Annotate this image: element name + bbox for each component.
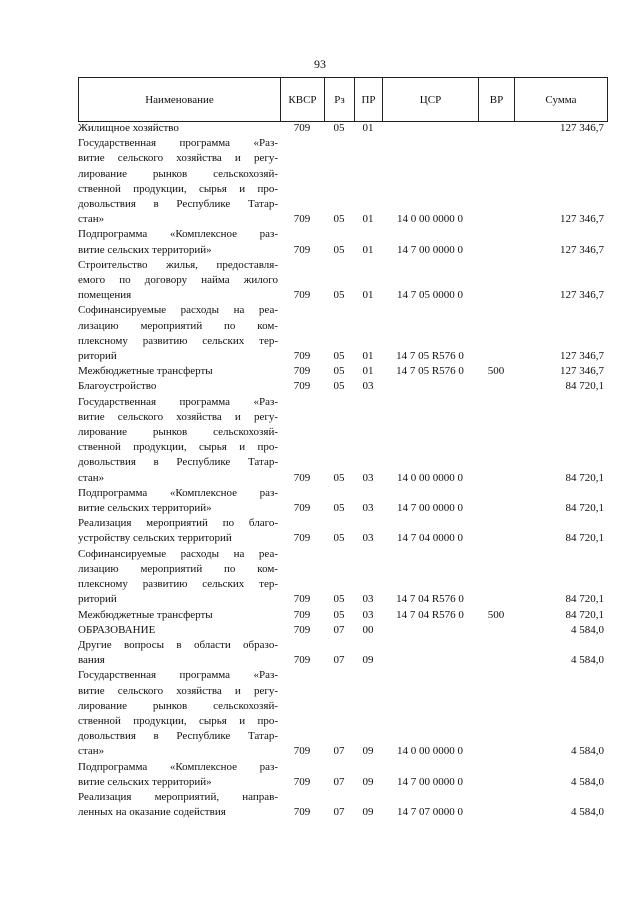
row-pr: 01: [362, 243, 374, 256]
row-pr: 03: [362, 380, 374, 393]
row-kvsr: 709: [293, 775, 311, 788]
row-kvsr: 709: [293, 289, 311, 302]
row-sum: 4 584,0: [571, 745, 604, 758]
row-pr: 01: [362, 213, 374, 226]
row-name-line: риторий: [78, 593, 117, 606]
row-name-line: витие сельских территорий»: [78, 243, 212, 256]
row-kvsr: 709: [293, 380, 311, 393]
row-name: [78, 395, 278, 486]
row-rz: 07: [333, 654, 345, 667]
row-kvsr: 709: [293, 593, 311, 606]
row-name-line: довольствия в Республике Татар-: [78, 456, 278, 469]
row-name: [78, 547, 278, 608]
table-row: [78, 668, 608, 759]
row-name-line: лизацию мероприятий по ком-: [78, 562, 278, 575]
row-rz: 05: [333, 593, 345, 606]
row-sum: 84 720,1: [565, 471, 604, 484]
row-name-line: довольствия в Республике Татар-: [78, 198, 278, 211]
row-name-line: витие сельских территорий»: [78, 502, 212, 515]
header-sum: Сумма: [514, 78, 608, 121]
row-rz: 07: [333, 623, 345, 636]
row-csr: 14 0 00 0000 0: [397, 213, 463, 226]
row-kvsr: 709: [293, 365, 311, 378]
header-pr: ПР: [354, 78, 382, 121]
row-csr: 14 7 00 0000 0: [397, 243, 463, 256]
row-name-line: Подпрограмма «Комплексное раз-: [78, 228, 278, 241]
row-pr: 09: [362, 806, 374, 819]
header-name: Наименование: [78, 78, 280, 121]
row-pr: 09: [362, 775, 374, 788]
row-name-line: ОБРАЗОВАНИЕ: [78, 623, 156, 636]
table-header: [78, 77, 608, 122]
row-name-line: лизацию мероприятий по ком-: [78, 319, 278, 332]
table-row: [78, 364, 608, 379]
row-sum: 84 720,1: [565, 532, 604, 545]
row-name-line: Жилищное хозяйство: [78, 122, 179, 134]
row-name-line: ленных на оказание содействия: [78, 806, 226, 819]
row-name: [78, 258, 278, 304]
row-name-line: Реализация мероприятий по благо-: [78, 517, 278, 530]
row-name: [78, 303, 278, 364]
row-pr: 01: [362, 365, 374, 378]
row-name-line: стан»: [78, 745, 105, 758]
row-sum: 127 346,7: [560, 122, 604, 134]
row-vr: 500: [487, 365, 505, 378]
row-name-line: Софинансируемые расходы на реа-: [78, 547, 278, 560]
table-row: [78, 760, 608, 790]
row-name-line: Реализация мероприятий, направ-: [78, 790, 278, 803]
row-sum: 4 584,0: [571, 775, 604, 788]
row-rz: 05: [333, 213, 345, 226]
row-name: [78, 486, 278, 516]
table-row: [78, 608, 608, 623]
table-row: [78, 486, 608, 516]
row-rz: 05: [333, 243, 345, 256]
row-name: [78, 227, 278, 257]
row-pr: 03: [362, 593, 374, 606]
row-csr: 14 7 04 R576 0: [396, 593, 464, 606]
row-sum: 4 584,0: [571, 806, 604, 819]
row-name-line: Строительство жилья, предоставля-: [78, 258, 278, 271]
row-name-line: лирование рынков сельскохозяй-: [78, 699, 278, 712]
row-name-line: плексному развитию сельских тер-: [78, 578, 278, 591]
row-name: [78, 638, 278, 668]
row-pr: 03: [362, 502, 374, 515]
row-kvsr: 709: [293, 471, 311, 484]
row-rz: 05: [333, 608, 345, 621]
row-name-line: риторий: [78, 350, 117, 363]
row-sum: 127 346,7: [560, 213, 604, 226]
row-name: [78, 760, 278, 790]
row-kvsr: 709: [293, 122, 311, 134]
row-kvsr: 709: [293, 623, 311, 636]
row-name-line: ственной продукции, сырья и про-: [78, 441, 278, 454]
table-row: [78, 258, 608, 304]
row-sum: 127 346,7: [560, 350, 604, 363]
row-name-line: Государственная программа «Раз-: [78, 137, 278, 150]
table-row: [78, 395, 608, 486]
row-pr: 03: [362, 532, 374, 545]
row-name-line: довольствия в Республике Татар-: [78, 730, 278, 743]
row-rz: 05: [333, 122, 345, 134]
row-csr: 14 7 05 R576 0: [396, 365, 464, 378]
row-sum: 127 346,7: [560, 365, 604, 378]
row-name-line: Софинансируемые расходы на реа-: [78, 304, 278, 317]
row-name-line: Подпрограмма «Комплексное раз-: [78, 486, 278, 499]
row-name-line: Межбюджетные трансферты: [78, 365, 213, 378]
row-csr: 14 7 04 0000 0: [397, 532, 463, 545]
table-row: [78, 547, 608, 608]
row-kvsr: 709: [293, 213, 311, 226]
row-name-line: Благоустройство: [78, 380, 157, 393]
row-name-line: ственной продукции, сырья и про-: [78, 182, 278, 195]
row-pr: 09: [362, 745, 374, 758]
row-sum: 127 346,7: [560, 243, 604, 256]
row-rz: 07: [333, 775, 345, 788]
row-kvsr: 709: [293, 608, 311, 621]
row-name: [78, 608, 278, 623]
row-kvsr: 709: [293, 502, 311, 515]
row-csr: 14 7 00 0000 0: [397, 775, 463, 788]
row-kvsr: 709: [293, 350, 311, 363]
row-pr: 03: [362, 471, 374, 484]
row-name-line: витие сельского хозяйства и регу-: [78, 152, 278, 165]
header-vr: ВР: [478, 78, 514, 121]
row-name: [78, 790, 278, 820]
row-sum: 84 720,1: [565, 608, 604, 621]
row-pr: 09: [362, 654, 374, 667]
row-sum: 4 584,0: [571, 623, 604, 636]
row-name-line: емого по договору найма жилого: [78, 274, 278, 287]
row-sum: 84 720,1: [565, 502, 604, 515]
row-name-line: витие сельского хозяйства и регу-: [78, 684, 278, 697]
row-rz: 07: [333, 806, 345, 819]
table-body: [78, 121, 608, 820]
header-csr: ЦСР: [382, 78, 478, 121]
row-rz: 05: [333, 502, 345, 515]
row-rz: 05: [333, 380, 345, 393]
table-row: [78, 303, 608, 364]
table-row: [78, 638, 608, 668]
header-kvsr: КВСР: [280, 78, 324, 121]
row-name-line: ственной продукции, сырья и про-: [78, 714, 278, 727]
row-kvsr: 709: [293, 654, 311, 667]
row-pr: 01: [362, 122, 374, 134]
row-csr: 14 7 05 R576 0: [396, 350, 464, 363]
row-name: [78, 516, 278, 546]
row-csr: 14 7 00 0000 0: [397, 502, 463, 515]
table-row: [78, 227, 608, 257]
row-name: [78, 379, 278, 394]
row-sum: 127 346,7: [560, 289, 604, 302]
row-rz: 05: [333, 532, 345, 545]
table-row: [78, 136, 608, 227]
row-csr: 14 7 04 R576 0: [396, 608, 464, 621]
table-row: [78, 379, 608, 394]
row-csr: 14 7 05 0000 0: [397, 289, 463, 302]
row-kvsr: 709: [293, 532, 311, 545]
row-rz: 05: [333, 365, 345, 378]
row-name: [78, 136, 278, 227]
page-number: 93: [314, 57, 326, 71]
row-pr: 01: [362, 289, 374, 302]
row-kvsr: 709: [293, 243, 311, 256]
row-name-line: Другие вопросы в области образо-: [78, 638, 278, 651]
row-vr: 500: [487, 608, 505, 621]
row-name-line: лирование рынков сельскохозяй-: [78, 167, 278, 180]
row-pr: 00: [362, 623, 374, 636]
row-rz: 07: [333, 745, 345, 758]
row-name-line: плексному развитию сельских тер-: [78, 334, 278, 347]
row-name-line: помещения: [78, 289, 132, 302]
row-sum: 84 720,1: [565, 593, 604, 606]
table-row: [78, 623, 608, 638]
table-row: [78, 790, 608, 820]
row-pr: 01: [362, 350, 374, 363]
row-name: [78, 364, 278, 379]
row-rz: 05: [333, 350, 345, 363]
row-name-line: стан»: [78, 213, 105, 226]
row-csr: 14 0 00 0000 0: [397, 745, 463, 758]
row-name-line: лирование рынков сельскохозяй-: [78, 426, 278, 439]
row-name-line: витие сельских территорий»: [78, 775, 212, 788]
row-kvsr: 709: [293, 745, 311, 758]
row-sum: 4 584,0: [571, 654, 604, 667]
row-name-line: Государственная программа «Раз-: [78, 669, 278, 682]
row-name: [78, 121, 278, 136]
table-row: [78, 121, 608, 136]
row-name-line: витие сельского хозяйства и регу-: [78, 410, 278, 423]
row-name-line: вания: [78, 654, 105, 667]
row-name-line: Подпрограмма «Комплексное раз-: [78, 760, 278, 773]
row-csr: 14 0 00 0000 0: [397, 471, 463, 484]
table-row: [78, 516, 608, 546]
row-csr: 14 7 07 0000 0: [397, 806, 463, 819]
row-name-line: Межбюджетные трансферты: [78, 608, 213, 621]
row-name-line: устройству сельских территорий: [78, 532, 232, 545]
row-name-line: Государственная программа «Раз-: [78, 395, 278, 408]
header-rz: Рз: [324, 78, 354, 121]
row-kvsr: 709: [293, 806, 311, 819]
row-pr: 03: [362, 608, 374, 621]
row-rz: 05: [333, 289, 345, 302]
row-name-line: стан»: [78, 471, 105, 484]
row-sum: 84 720,1: [565, 380, 604, 393]
row-rz: 05: [333, 471, 345, 484]
row-name: [78, 623, 278, 638]
row-name: [78, 668, 278, 759]
